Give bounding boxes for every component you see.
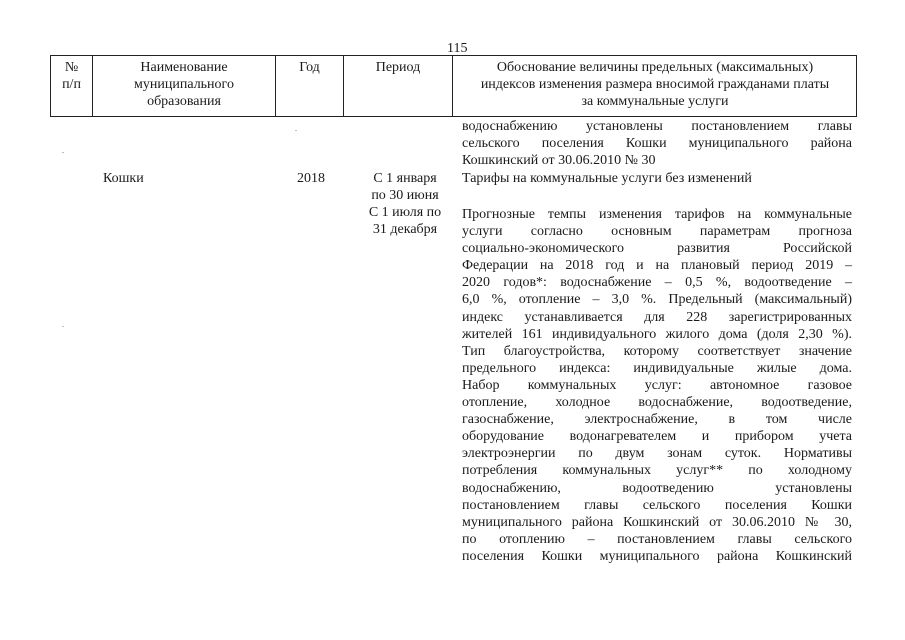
header-municipality: Наименование муниципального образования	[134, 60, 234, 109]
forecast-text: Прогнозные темпы изменения тарифов на коммунальные услуги согласно основным параметрам прогноза социально-экономического развития Российской Федерации на 2018 год и на плановый период 2019 – 2020 годов*: водоснабжение – 0,5 %, водоотведение – 6,0 %, отопление – 3,0 %. Предельный (максимальный) индекс устанавливается для 228 зарегистрированных жителей 161 индивидуального жилого дома (доля 2,30 %). Тип благоустройства, которому соответствует значение предельного индекса: индивидуальные жилые дома. Набор коммунальных услуг: автономное газовое отопление, холодное водоснабжение, водоотведение, газоснабжение, электроснабжение, в том числе оборудование водонагревателем и прибором учета электроэнергии по двум зонам суток. Нормативы потребления коммунальных услуг** по холодному водоснабжению, водоотведению установлены постановлением главы сельского поселения Кошки муниципального района Кошкинский от 30.06.2010 № 30, по отоплению – постановлением главы сельского поселения Кошки муниципального района Кошкинский	[462, 207, 852, 564]
period-first-half: С 1 января по 30 июня	[371, 171, 439, 203]
header-basis: Обоснование величины предельных (максимальных) индексов изменения размера вносимой гражданами платы за коммунальные услуги	[480, 60, 830, 109]
scan-speck	[62, 152, 64, 153]
continuation-text: водоснабжению установлены постановлением главы сельского поселения Кошки муниципального района Кошкинский от 30.06.2010 № 30	[462, 119, 852, 169]
page-number: 115	[447, 41, 468, 56]
scan-speck	[295, 130, 297, 131]
tariffs-unchanged-text: Тарифы на коммунальные услуги без изменений	[462, 171, 752, 186]
header-period: Период	[375, 60, 421, 75]
period-second-half: С 1 июля по 31 декабря	[368, 205, 442, 237]
header-num: № п/п	[62, 60, 81, 92]
municipality-cell: Кошки	[103, 171, 144, 186]
table-header	[50, 55, 857, 117]
header-year: Год	[299, 60, 320, 75]
year-cell: 2018	[297, 171, 325, 186]
scan-speck	[62, 326, 64, 327]
